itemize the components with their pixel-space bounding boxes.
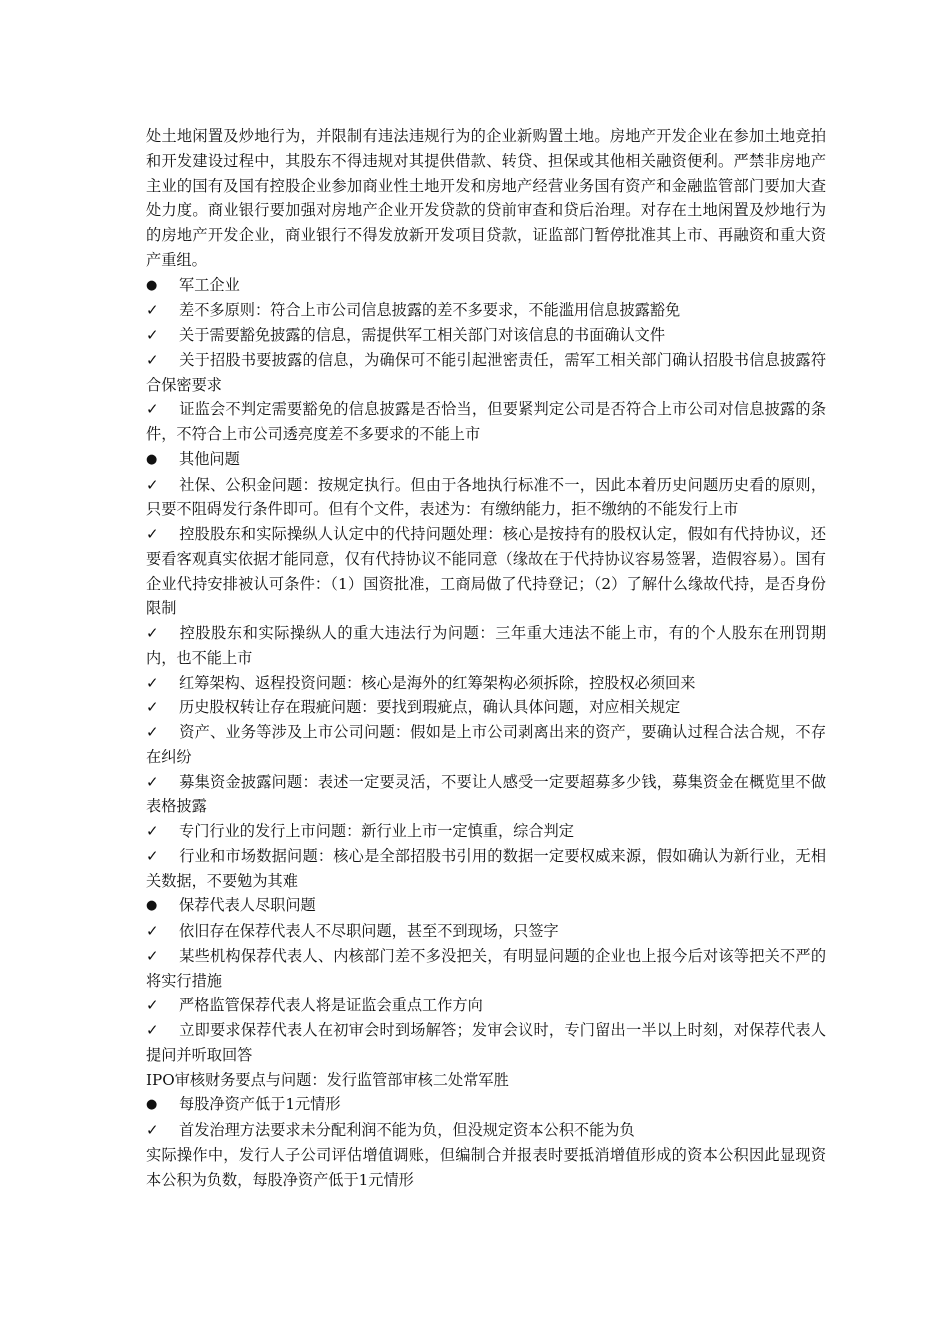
checkmark-icon: ✓ xyxy=(146,846,159,865)
section-heading-military xyxy=(146,273,826,299)
list-item xyxy=(146,720,826,770)
checkmark-icon: ✓ xyxy=(146,400,159,419)
list-item-text: 社保、公积金问题：按规定执行。但由于各地执行标准不一，因此本着历史问题历史看的原则，只要不阻碍发行条件即可。但有个文件，表述为：有缴纳能力，拒不缴纳的不能发行上市 xyxy=(146,475,826,519)
list-item-text: 专门行业的发行上市问题：新行业上市一定慎重，综合判定 xyxy=(179,822,574,840)
list-item xyxy=(146,621,826,671)
list-item xyxy=(146,844,826,894)
closing-paragraph: 实际操作中，发行人子公司评估增值调账，但编制合并报表时要抵消增值形成的资本公积因此显现资本公积为负数，每股净资产低于1元情形 xyxy=(146,1145,826,1189)
list-item-text: 红筹架构、返程投资问题：核心是海外的红筹架构必须拆除，控股权必须回来 xyxy=(179,673,696,692)
checkmark-icon: ✓ xyxy=(146,922,159,940)
list-item-text: 行业和市场数据问题：核心是全部招股书引用的数据一定要权威来源，假如确认为新行业，无相关数据，不要勉为其难 xyxy=(146,846,826,890)
list-item-text: 关于需要豁免披露的信息，需提供军工相关部门对该信息的书面确认文件 xyxy=(179,326,665,344)
list-item xyxy=(146,1018,826,1068)
list-item xyxy=(146,993,826,1018)
bullet-icon: ● xyxy=(146,451,158,467)
list-item xyxy=(146,919,826,944)
section-heading-text: 每股净资产低于1元情形 xyxy=(179,1095,341,1114)
section-heading-text: 保荐代表人尽职问题 xyxy=(179,896,316,915)
list-item-text: 差不多原则：符合上市公司信息披露的差不多要求，不能滥用信息披露豁免 xyxy=(179,301,681,320)
list-item-text: 历史股权转让存在瑕疵问题：要找到瑕疵点，确认具体问题，对应相关规定 xyxy=(179,698,681,717)
list-item xyxy=(146,671,826,696)
list-item-text: 控股股东和实际操纵人的重大违法行为问题：三年重大违法不能上市，有的个人股东在刑罚期内，也不能上市 xyxy=(146,624,826,667)
checkmark-icon: ✓ xyxy=(146,723,159,741)
checkmark-icon: ✓ xyxy=(146,698,159,717)
list-item-text: 立即要求保荐代表人在初审会时到场解答；发审会议时，专门留出一半以上时刻，对保荐代表人提问并听取回答 xyxy=(146,1021,826,1064)
checkmark-icon: ✓ xyxy=(146,350,159,369)
section-heading-text: 军工企业 xyxy=(179,275,240,294)
list-item-text: 资产、业务等涉及上市公司问题：假如是上市公司剥离出来的资产，要确认过程合法合规，不存在纠纷 xyxy=(146,723,826,766)
list-item xyxy=(146,1118,826,1143)
checkmark-icon: ✓ xyxy=(146,822,159,840)
checkmark-icon: ✓ xyxy=(146,1021,159,1039)
checkmark-icon: ✓ xyxy=(146,673,159,692)
list-item xyxy=(146,397,826,447)
list-item xyxy=(146,323,826,348)
list-item-text: 控股股东和实际操纵人认定中的代持问题处理：核心是按持有的股权认定，假如有代持协议，还要看客观真实依据才能同意，仅有代持协议不能同意（缘故在于代持协议容易签署，造假容易）。国有企业代持安排被认可条件：（1）国资批准，工商局做了代持登记；（2）了解什么缘故代持，是否身份限制 xyxy=(146,525,826,618)
list-item-text: 严格监管保荐代表人将是证监会重点工作方向 xyxy=(179,996,483,1015)
checkmark-icon: ✓ xyxy=(146,1121,159,1139)
list-item xyxy=(146,348,826,398)
list-item xyxy=(146,695,826,720)
list-item xyxy=(146,944,826,994)
section-heading-sponsor xyxy=(146,893,826,919)
list-item xyxy=(146,298,826,323)
bullet-icon: ● xyxy=(146,898,158,914)
section-heading-other xyxy=(146,447,826,473)
checkmark-icon: ✓ xyxy=(146,525,159,543)
list-item-text: 依旧存在保荐代表人不尽职问题，甚至不到现场，只签字 xyxy=(179,922,559,940)
list-item-text: 首发治理方法要求未分配利润不能为负，但没规定资本公积不能为负 xyxy=(179,1121,635,1139)
list-item xyxy=(146,522,826,621)
section-heading-text: 其他问题 xyxy=(179,449,240,468)
checkmark-icon: ✓ xyxy=(146,996,159,1015)
document-body xyxy=(146,124,826,1192)
checkmark-icon: ✓ xyxy=(146,772,159,791)
list-item-text: 关于招股书要披露的信息，为确保可不能引起泄密责任，需军工相关部门确认招股书信息披露符合保密要求 xyxy=(146,350,826,394)
list-item-text: 募集资金披露问题：表述一定要灵活，不要让人感受一定要超募多少钱，募集资金在概览里不做表格披露 xyxy=(146,772,826,816)
checkmark-icon: ✓ xyxy=(146,301,159,320)
bullet-icon: ● xyxy=(146,277,158,293)
bullet-icon: ● xyxy=(146,1097,158,1113)
list-item xyxy=(146,770,826,820)
list-item-text: 证监会不判定需要豁免的信息披露是否恰当，但要紧判定公司是否符合上市公司对信息披露的条件，不符合上市公司透亮度差不多要求的不能上市 xyxy=(146,400,826,443)
list-item-text: 某些机构保荐代表人、内核部门差不多没把关，有明显问题的企业也上报今后对该等把关不严的将实行措施 xyxy=(146,946,826,990)
checkmark-icon: ✓ xyxy=(146,624,159,642)
list-item xyxy=(146,473,826,523)
checkmark-icon: ✓ xyxy=(146,326,159,344)
section-heading-net-assets xyxy=(146,1092,826,1118)
checkmark-icon: ✓ xyxy=(146,475,159,494)
checkmark-icon: ✓ xyxy=(146,946,159,965)
intro-paragraph: 处土地闲置及炒地行为，并限制有违法违规行为的企业新购置土地。房地产开发企业在参加土地竞拍和开发建设过程中，其股东不得违规对其提供借款、转贷、担保或其他相关融资便利。严禁非房地产主业的国有及国有控股企业参加商业性土地开发和房地产经营业务国有资产和金融监管部门要加大查处力度。商业银行要加强对房地产企业开发贷款的贷前审查和贷后治理。对存在土地闲置及炒地行为的房地产开发企业，商业银行不得发放新开发项目贷款，证监部门暂停批准其上市、再融资和重大资产重组。 xyxy=(146,127,826,269)
ipo-title: IPO审核财务要点与问题：发行监管部审核二处常军胜 xyxy=(146,1070,509,1089)
list-item xyxy=(146,819,826,844)
